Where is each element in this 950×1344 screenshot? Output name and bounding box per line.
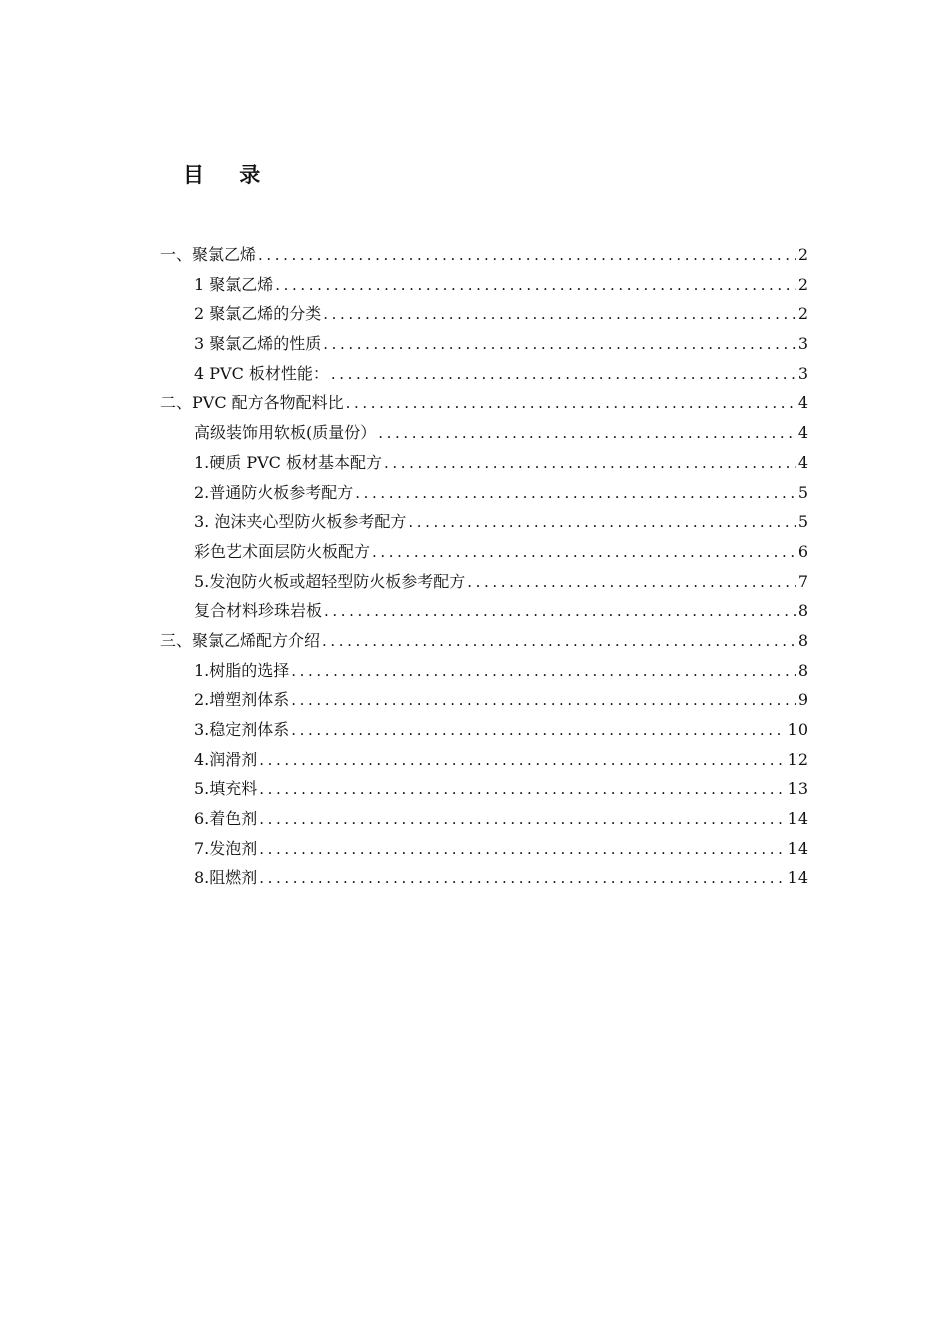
toc-entry[interactable] (160, 774, 808, 804)
toc-entry-label: 1.硬质 PVC 板材基本配方 (194, 452, 383, 472)
dot-leader (384, 449, 796, 479)
dot-leader (408, 508, 795, 538)
toc-entry-page: 8 (797, 660, 808, 680)
toc-entry-page: 2 (797, 245, 808, 264)
toc-entry[interactable] (160, 270, 808, 300)
dot-leader (259, 864, 785, 894)
dot-leader (323, 300, 796, 330)
toc-entry-label: 7.发泡剂 (194, 838, 258, 858)
dot-leader (259, 746, 785, 776)
toc-entry[interactable] (160, 448, 808, 478)
toc-entry-page: 4 (797, 393, 808, 413)
dot-leader (258, 241, 796, 271)
toc-entry-label: 2.普通防火板参考配方 (194, 482, 354, 502)
toc-entry[interactable] (160, 388, 808, 418)
dot-leader (323, 330, 796, 360)
toc-entry[interactable] (160, 804, 808, 834)
toc-entry-page: 3 (797, 363, 808, 383)
toc-entry-page: 3 (797, 334, 808, 354)
dot-leader (378, 419, 796, 449)
toc-entry-label: 三、聚氯乙烯配方介绍 (160, 630, 321, 650)
toc-entry-label: 4 PVC 板材性能： (194, 363, 329, 383)
toc-entry-page: 5 (797, 482, 808, 502)
toc-entry-label: 3. 泡沫夹心型防火板参考配方 (194, 512, 407, 532)
dot-leader (275, 271, 796, 301)
dot-leader (355, 479, 796, 509)
toc-entry-page: 10 (787, 720, 808, 739)
toc-entry-label: 一、聚氯乙烯 (160, 245, 257, 264)
toc-entry-page: 4 (797, 423, 808, 443)
toc-entry[interactable] (160, 656, 808, 686)
toc-entry[interactable] (160, 626, 808, 656)
dot-leader (259, 775, 785, 805)
dot-leader (324, 597, 796, 627)
toc-entry[interactable] (160, 567, 808, 597)
toc-entry-page: 14 (787, 809, 808, 829)
dot-leader (259, 805, 785, 835)
toc-entry-label: 彩色艺术面层防火板配方 (194, 541, 371, 561)
toc-entry[interactable] (160, 507, 808, 537)
toc-entry-label: 2 聚氯乙烯的分类 (194, 304, 322, 324)
toc-entry-label: 2.增塑剂体系 (194, 690, 290, 710)
toc-entry[interactable] (160, 359, 808, 389)
toc-entry-page: 5 (797, 512, 808, 532)
toc-entry-label: 3.稳定剂体系 (194, 720, 290, 739)
toc-entry-label: 1.树脂的选择 (194, 660, 290, 680)
toc-entry-page: 2 (797, 304, 808, 324)
dot-leader (372, 538, 796, 568)
toc-entry[interactable] (160, 418, 808, 448)
toc-entry-label: 4.润滑剂 (194, 749, 258, 769)
dot-leader (322, 627, 796, 657)
toc-entry-page: 13 (787, 779, 808, 799)
toc-entry-label: 1 聚氯乙烯 (194, 274, 274, 294)
dot-leader (467, 568, 796, 598)
toc-entry-page: 12 (787, 749, 808, 769)
toc-entry-label: 3 聚氯乙烯的性质 (194, 334, 322, 354)
toc-entry-label: 8.阻燃剂 (194, 868, 258, 888)
toc-entry-page: 8 (797, 630, 808, 650)
dot-leader (346, 389, 796, 419)
toc-entry[interactable] (160, 834, 808, 864)
toc-entry-page: 2 (797, 274, 808, 294)
toc-entry[interactable] (160, 299, 808, 329)
toc-entry[interactable] (160, 685, 808, 715)
toc-entry[interactable] (160, 329, 808, 359)
toc-entry[interactable] (160, 745, 808, 775)
toc-entry[interactable] (160, 715, 808, 745)
toc-entry-page: 14 (787, 838, 808, 858)
toc-entry-page: 6 (797, 541, 808, 561)
dot-leader (331, 360, 796, 390)
toc-entry[interactable] (160, 240, 808, 270)
toc-entry[interactable] (160, 863, 808, 893)
toc-entry[interactable] (160, 478, 808, 508)
toc-entry-page: 14 (787, 868, 808, 888)
toc-entry-label: 5.发泡防火板或超轻型防火板参考配方 (194, 571, 466, 591)
toc-entry-label: 复合材料珍珠岩板 (194, 601, 323, 621)
toc-entry-label: 高级装饰用软板(质量份） (194, 423, 377, 443)
dot-leader (291, 686, 796, 716)
toc-entry-page: 7 (797, 571, 808, 591)
toc-entry[interactable] (160, 596, 808, 626)
toc-entry-page: 9 (797, 690, 808, 710)
dot-leader (291, 657, 796, 687)
dot-leader (259, 835, 785, 865)
toc-entry-page: 4 (797, 452, 808, 472)
toc-entry[interactable] (160, 537, 808, 567)
dot-leader (291, 716, 785, 746)
toc-entry-label: 二、PVC 配方各物配料比 (160, 393, 344, 413)
table-of-contents (160, 240, 808, 893)
toc-entry-label: 5.填充料 (194, 779, 258, 799)
toc-title: 目 录 (183, 162, 275, 187)
toc-entry-page: 8 (797, 601, 808, 621)
toc-entry-label: 6.着色剂 (194, 809, 258, 829)
